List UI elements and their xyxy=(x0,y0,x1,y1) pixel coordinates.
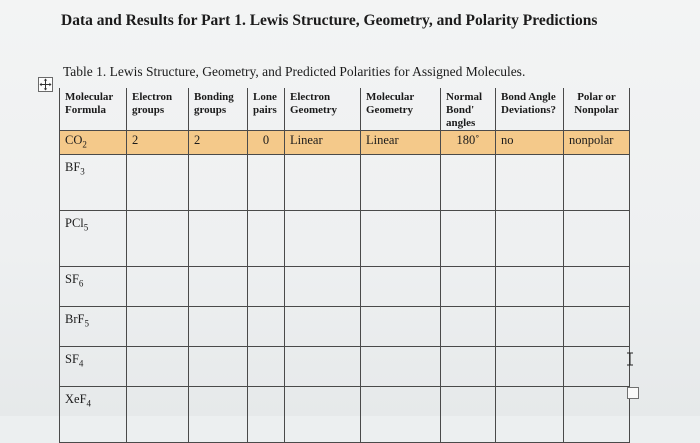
header-bonding-groups: Bonding groups xyxy=(189,88,248,131)
formula-base: SF xyxy=(65,351,79,366)
formula-base: SF xyxy=(65,271,79,286)
empty-answer-cell[interactable] xyxy=(496,386,564,442)
text-cursor-icon xyxy=(626,352,634,366)
formula-subscript: 4 xyxy=(86,398,92,408)
formula-subscript: 5 xyxy=(84,318,89,328)
empty-answer-cell[interactable] xyxy=(127,210,189,266)
table-caption: Table 1. Lewis Structure, Geometry, and Predicted Polarities for Assigned Molecules. xyxy=(63,64,526,79)
formula-base: XeF xyxy=(65,391,87,406)
formula-base: BrF xyxy=(65,311,85,326)
empty-answer-cell[interactable] xyxy=(564,210,630,266)
header-molecular-geometry: Molecular Geometry xyxy=(361,88,441,131)
header-row xyxy=(60,88,630,131)
formula-subscript: 6 xyxy=(78,278,84,288)
example-molecular-geometry[interactable]: Linear xyxy=(361,131,441,155)
example-deviations[interactable]: no xyxy=(496,131,564,155)
empty-answer-cell[interactable] xyxy=(361,154,441,210)
example-bonding-groups[interactable]: 2 xyxy=(189,131,248,155)
empty-answer-cell[interactable] xyxy=(496,306,564,346)
table-row xyxy=(60,386,630,442)
empty-answer-cell[interactable] xyxy=(248,346,285,386)
empty-answer-cell[interactable] xyxy=(361,386,441,442)
empty-answer-cell[interactable] xyxy=(248,386,285,442)
header-molecular-formula: Molecular Formula xyxy=(60,88,127,131)
table-row xyxy=(60,346,630,386)
results-table xyxy=(59,88,630,443)
formula-cell[interactable] xyxy=(60,386,127,442)
formula-cell[interactable] xyxy=(60,306,127,346)
formula-cell[interactable] xyxy=(60,346,127,386)
empty-answer-cell[interactable] xyxy=(441,386,496,442)
empty-answer-cell[interactable] xyxy=(285,154,361,210)
formula-base: BF xyxy=(65,159,81,174)
empty-answer-cell[interactable] xyxy=(564,154,630,210)
empty-answer-cell[interactable] xyxy=(441,154,496,210)
header-polar-or-nonpolar: Polar or Nonpolar xyxy=(564,88,630,131)
empty-answer-cell[interactable] xyxy=(496,154,564,210)
empty-answer-cell[interactable] xyxy=(361,266,441,306)
example-polarity[interactable]: nonpolar xyxy=(564,131,630,155)
empty-answer-cell[interactable] xyxy=(127,386,189,442)
empty-answer-cell[interactable] xyxy=(285,266,361,306)
empty-answer-cell[interactable] xyxy=(189,386,248,442)
table-row xyxy=(60,266,630,306)
formula-cell[interactable] xyxy=(60,210,127,266)
empty-answer-cell[interactable] xyxy=(189,266,248,306)
empty-answer-cell[interactable] xyxy=(496,346,564,386)
empty-answer-cell[interactable] xyxy=(127,154,189,210)
empty-answer-cell[interactable] xyxy=(189,154,248,210)
empty-answer-cell[interactable] xyxy=(441,266,496,306)
formula-cell[interactable] xyxy=(60,154,127,210)
empty-answer-cell[interactable] xyxy=(496,266,564,306)
page-title: Data and Results for Part 1. Lewis Structure, Geometry, and Polarity Predictions xyxy=(61,12,598,29)
empty-answer-cell[interactable] xyxy=(564,266,630,306)
header-electron-geometry: Electron Geometry xyxy=(285,88,361,131)
example-formula-cell[interactable] xyxy=(60,131,127,155)
empty-answer-cell[interactable] xyxy=(189,210,248,266)
example-lone-pairs[interactable]: 0 xyxy=(248,131,285,155)
formula-subscript: 4 xyxy=(78,358,84,368)
formula-subscript: 3 xyxy=(80,166,85,176)
empty-answer-cell[interactable] xyxy=(564,306,630,346)
empty-answer-cell[interactable] xyxy=(285,210,361,266)
empty-answer-cell[interactable] xyxy=(189,306,248,346)
empty-answer-cell[interactable] xyxy=(248,154,285,210)
example-electron-geometry[interactable]: Linear xyxy=(285,131,361,155)
empty-answer-cell[interactable] xyxy=(285,306,361,346)
header-electron-groups: Electron groups xyxy=(127,88,189,131)
header-normal-bond-angles: Normal Bond' angles xyxy=(441,88,496,131)
header-lone-pairs: Lone pairs xyxy=(248,88,285,131)
empty-answer-cell[interactable] xyxy=(496,210,564,266)
formula-subscript: 5 xyxy=(83,222,89,232)
empty-answer-cell[interactable] xyxy=(361,306,441,346)
table-row xyxy=(60,306,630,346)
formula-subscript: 2 xyxy=(82,139,87,150)
empty-answer-cell[interactable] xyxy=(361,210,441,266)
empty-answer-cell[interactable] xyxy=(248,210,285,266)
example-electron-groups[interactable]: 2 xyxy=(127,131,189,155)
empty-answer-cell[interactable] xyxy=(441,210,496,266)
empty-answer-cell[interactable] xyxy=(441,306,496,346)
empty-answer-cell[interactable] xyxy=(189,346,248,386)
table-resize-handle[interactable] xyxy=(627,387,639,399)
table-row xyxy=(60,210,630,266)
empty-answer-cell[interactable] xyxy=(248,266,285,306)
table-move-handle-icon[interactable] xyxy=(38,77,53,92)
header-bond-angle-deviations: Bond Angle Deviations? xyxy=(496,88,564,131)
empty-answer-cell[interactable] xyxy=(127,266,189,306)
formula-base: PCl xyxy=(65,215,84,230)
empty-answer-cell[interactable] xyxy=(361,346,441,386)
formula-cell[interactable] xyxy=(60,266,127,306)
formula-base: CO xyxy=(65,133,83,147)
empty-answer-cell[interactable] xyxy=(285,346,361,386)
empty-answer-cell[interactable] xyxy=(564,346,630,386)
example-row xyxy=(60,131,630,155)
empty-answer-cell[interactable] xyxy=(127,306,189,346)
empty-answer-cell[interactable] xyxy=(285,386,361,442)
empty-answer-cell[interactable] xyxy=(564,386,630,442)
empty-answer-cell[interactable] xyxy=(127,346,189,386)
table-row xyxy=(60,154,630,210)
empty-answer-cell[interactable] xyxy=(248,306,285,346)
example-bond-angle[interactable]: 180˚ xyxy=(441,131,496,155)
empty-answer-cell[interactable] xyxy=(441,346,496,386)
